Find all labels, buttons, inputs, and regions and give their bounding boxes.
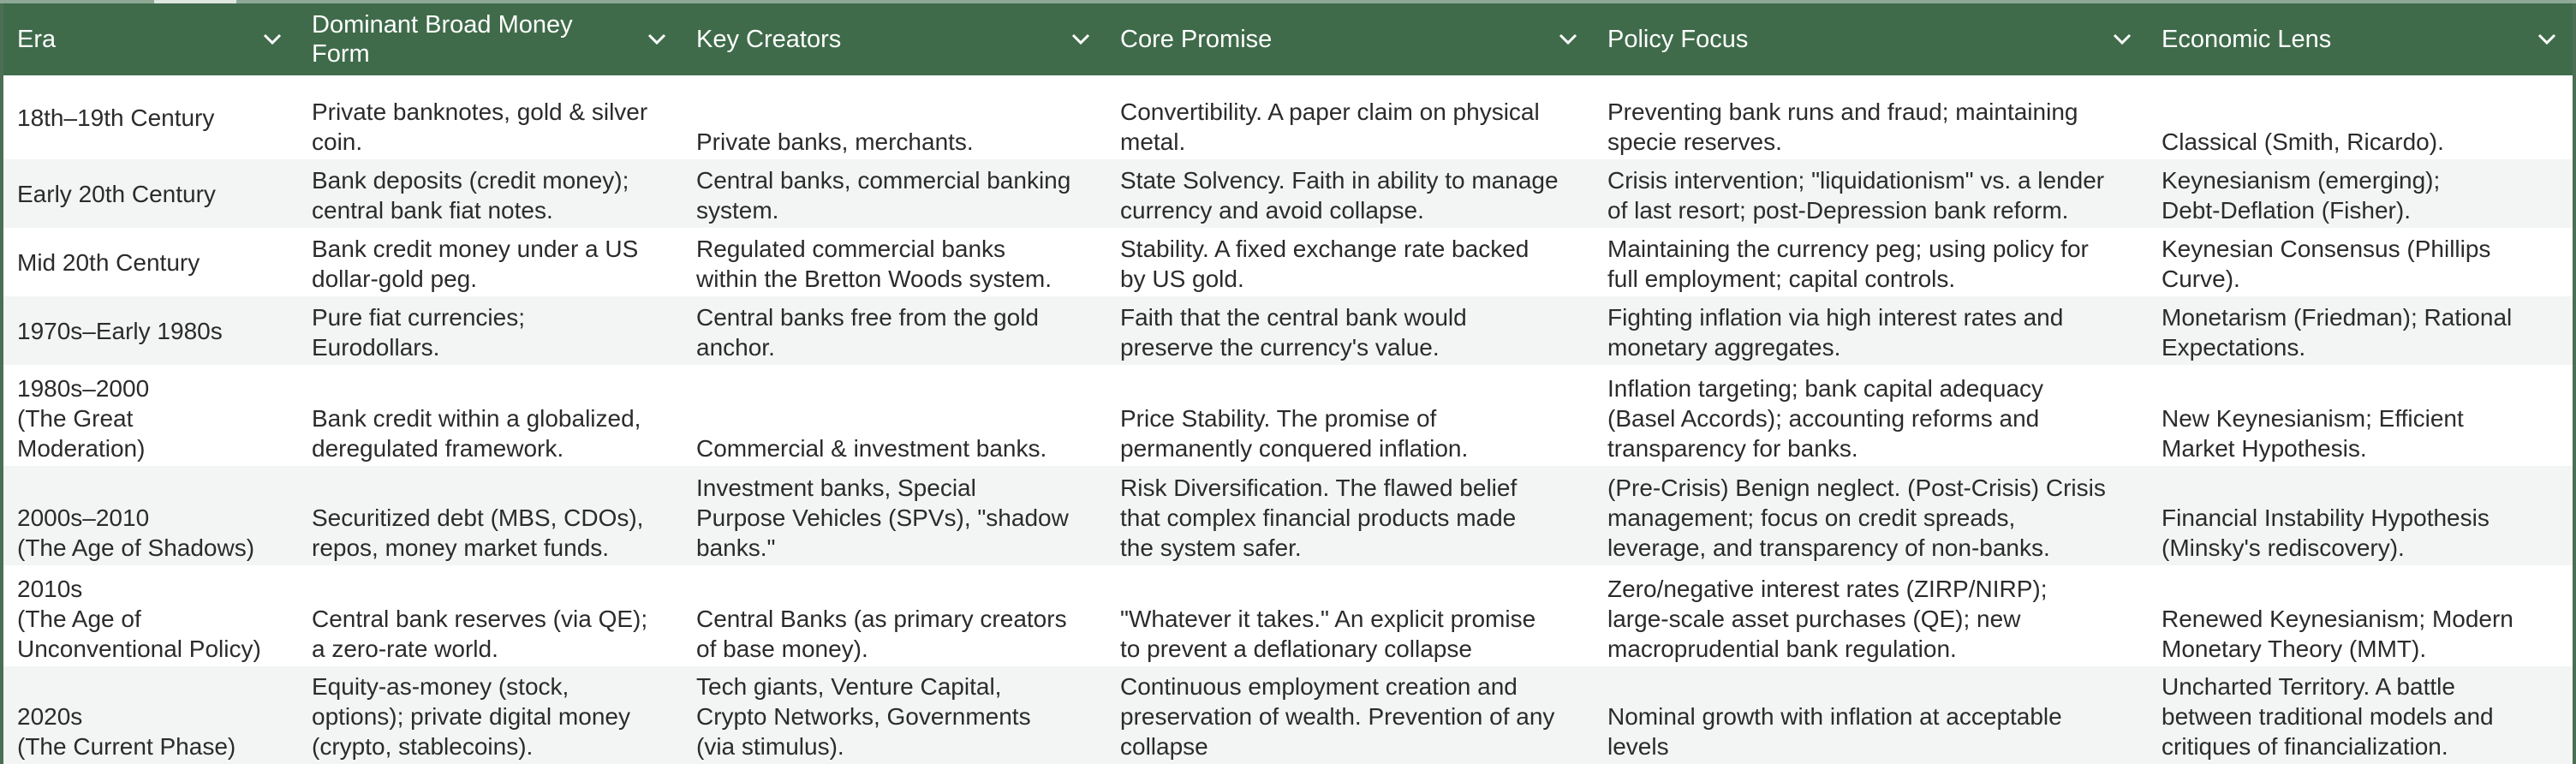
cell-text-line: collapse bbox=[1120, 733, 1208, 760]
cell-text-line: Private banks, merchants. bbox=[696, 128, 974, 155]
cell-text-line: 2020s bbox=[17, 703, 83, 730]
cell-text-line: 1970s–Early 1980s bbox=[17, 317, 223, 344]
cell-economic-lens bbox=[2148, 296, 2573, 365]
cell-money-form bbox=[298, 159, 683, 228]
chevron-down-icon[interactable] bbox=[645, 27, 669, 51]
cell-policy-focus bbox=[1594, 365, 2148, 466]
cell-text-line: Bank credit within a globalized, bbox=[312, 405, 641, 432]
cell-text-line: Purpose Vehicles (SPVs), "shadow bbox=[696, 504, 1069, 531]
cell-core-promise bbox=[1106, 666, 1594, 764]
cell-economic-lens bbox=[2148, 565, 2573, 666]
cell-core-promise bbox=[1106, 296, 1594, 365]
column-header-label: Core Promise bbox=[1120, 26, 1273, 53]
cell-money-form bbox=[298, 365, 683, 466]
cell-policy-focus bbox=[1594, 466, 2148, 565]
cell-policy-focus bbox=[1594, 159, 2148, 228]
cell-text-line: that complex financial products made bbox=[1120, 504, 1517, 531]
cell-text-line: Bank credit money under a US bbox=[312, 236, 639, 262]
cell-text-line: (Minsky's rediscovery). bbox=[2162, 534, 2405, 561]
chevron-down-icon[interactable] bbox=[2535, 27, 2559, 51]
column-header-economic-lens[interactable] bbox=[2148, 3, 2573, 75]
cell-era bbox=[3, 228, 298, 296]
cell-text-line: Inflation targeting; bank capital adequacy bbox=[1607, 375, 2044, 402]
cell-text-line: Financial Instability Hypothesis bbox=[2162, 504, 2490, 531]
cell-key-creators bbox=[683, 296, 1106, 365]
cell-text-line: leverage, and transparency of non-banks. bbox=[1607, 534, 2050, 561]
header-line: Form bbox=[312, 40, 370, 68]
cell-text-line: Continuous employment creation and bbox=[1120, 673, 1518, 700]
column-header-label bbox=[312, 10, 583, 69]
cell-era bbox=[3, 666, 298, 764]
cell-money-form bbox=[298, 666, 683, 764]
cell-era bbox=[3, 75, 298, 159]
table-row bbox=[3, 296, 2573, 365]
table-row bbox=[3, 228, 2573, 296]
cell-economic-lens bbox=[2148, 228, 2573, 296]
column-header-money-form[interactable] bbox=[298, 3, 683, 75]
cell-text-line: New Keynesianism; Efficient bbox=[2162, 405, 2464, 432]
cell-text-line: management; focus on credit spreads, bbox=[1607, 504, 2016, 531]
cell-money-form bbox=[298, 466, 683, 565]
cell-era bbox=[3, 565, 298, 666]
cell-text-line: Crypto Networks, Governments bbox=[696, 703, 1031, 730]
cell-text-line: (Basel Accords); accounting reforms and bbox=[1607, 405, 2040, 432]
cell-policy-focus bbox=[1594, 565, 2148, 666]
cell-economic-lens bbox=[2148, 666, 2573, 764]
cell-policy-focus bbox=[1594, 666, 2148, 764]
cell-text-line: Bank deposits (credit money); bbox=[312, 167, 629, 194]
cell-key-creators bbox=[683, 365, 1106, 466]
cell-text-line: (The Current Phase) bbox=[17, 733, 236, 760]
cell-text-line: (crypto, stablecoins). bbox=[312, 733, 534, 760]
cell-text-line: coin. bbox=[312, 128, 363, 155]
cell-text-line: Fighting inflation via high interest rates and bbox=[1607, 304, 2064, 331]
cell-text-line: of base money). bbox=[696, 636, 868, 662]
cell-economic-lens bbox=[2148, 159, 2573, 228]
cell-era bbox=[3, 159, 298, 228]
cell-text-line: 1980s–2000 bbox=[17, 375, 150, 402]
cell-text-line: (via stimulus). bbox=[696, 733, 844, 760]
table-row bbox=[3, 466, 2573, 565]
column-header-label: Economic Lens bbox=[2162, 26, 2332, 53]
cell-text-line: Keynesian Consensus (Phillips bbox=[2162, 236, 2491, 262]
cell-key-creators bbox=[683, 466, 1106, 565]
cell-policy-focus bbox=[1594, 228, 2148, 296]
cell-text-line: Monetarism (Friedman); Rational bbox=[2162, 304, 2513, 331]
cell-text-line: (The Age of Shadows) bbox=[17, 534, 255, 561]
cell-text-line: State Solvency. Faith in ability to manage bbox=[1120, 167, 1559, 194]
cell-text-line: Nominal growth with inflation at acceptable bbox=[1607, 703, 2062, 730]
cell-text-line: specie reserves. bbox=[1607, 128, 1782, 155]
cell-text-line: anchor. bbox=[696, 334, 775, 361]
table-row bbox=[3, 365, 2573, 466]
cell-text-line: Market Hypothesis. bbox=[2162, 435, 2367, 462]
cell-text-line: preserve the currency's value. bbox=[1120, 334, 1440, 361]
cell-text-line: Mid 20th Century bbox=[17, 248, 200, 276]
table-row bbox=[3, 565, 2573, 666]
cell-economic-lens bbox=[2148, 365, 2573, 466]
cell-text-line: monetary aggregates. bbox=[1607, 334, 1841, 361]
cell-era bbox=[3, 466, 298, 565]
cell-text-line: Investment banks, Special bbox=[696, 475, 976, 501]
cell-key-creators bbox=[683, 228, 1106, 296]
cell-text-line: "Whatever it takes." An explicit promise bbox=[1120, 606, 1536, 632]
cell-text-line: transparency for banks. bbox=[1607, 435, 1858, 462]
column-header-era[interactable] bbox=[3, 3, 298, 75]
table-row bbox=[3, 75, 2573, 159]
cell-text-line: Risk Diversification. The flawed belief bbox=[1120, 475, 1518, 501]
cell-text-line: Stability. A fixed exchange rate backed bbox=[1120, 236, 1530, 262]
cell-text-line: Equity-as-money (stock, bbox=[312, 673, 569, 700]
cell-core-promise bbox=[1106, 565, 1594, 666]
cell-text-line: the system safer. bbox=[1120, 534, 1302, 561]
cell-text-line: by US gold. bbox=[1120, 266, 1244, 292]
cell-text-line: to prevent a deflationary collapse bbox=[1120, 636, 1472, 662]
cell-economic-lens bbox=[2148, 466, 2573, 565]
column-header-label: Policy Focus bbox=[1607, 26, 1749, 53]
cell-text-line: Central banks free from the gold bbox=[696, 304, 1039, 331]
cell-text-line: Regulated commercial banks bbox=[696, 236, 1006, 262]
cell-text-line: preservation of wealth. Prevention of any bbox=[1120, 703, 1555, 730]
cell-text-line: metal. bbox=[1120, 128, 1186, 155]
column-header-key-creators[interactable] bbox=[683, 3, 1106, 75]
cell-text-line: 18th–19th Century bbox=[17, 104, 215, 131]
header-row bbox=[3, 3, 2573, 75]
cell-text-line: 2000s–2010 bbox=[17, 504, 150, 531]
cell-policy-focus bbox=[1594, 296, 2148, 365]
cell-text-line: system. bbox=[696, 197, 779, 224]
cell-economic-lens bbox=[2148, 75, 2573, 159]
cell-text-line: Central bank reserves (via QE); bbox=[312, 606, 648, 632]
cell-text-line: central bank fiat notes. bbox=[312, 197, 553, 224]
chevron-down-icon[interactable] bbox=[1556, 27, 1580, 51]
cell-text-line: (The Age of bbox=[17, 606, 141, 632]
cell-text-line: a zero-rate world. bbox=[312, 636, 498, 662]
cell-text-line: Monetary Theory (MMT). bbox=[2162, 636, 2427, 662]
cell-text-line: dollar-gold peg. bbox=[312, 266, 478, 292]
cell-text-line: 2010s bbox=[17, 576, 83, 602]
chevron-down-icon[interactable] bbox=[260, 27, 284, 51]
cell-money-form bbox=[298, 228, 683, 296]
cell-key-creators bbox=[683, 666, 1106, 764]
cell-text-line: Crisis intervention; "liquidationism" vs. a lender bbox=[1607, 167, 2105, 194]
cell-text-line: large-scale asset purchases (QE); new bbox=[1607, 606, 2021, 632]
cell-key-creators bbox=[683, 565, 1106, 666]
cell-text-line: Securitized debt (MBS, CDOs), bbox=[312, 504, 644, 531]
cell-text-line: Curve). bbox=[2162, 266, 2240, 292]
cell-text-line: (The Great bbox=[17, 405, 134, 432]
column-header-core-promise[interactable] bbox=[1106, 3, 1594, 75]
cell-text-line: banks." bbox=[696, 534, 776, 561]
cell-text-line: levels bbox=[1607, 733, 1669, 760]
cell-text-line: Private banknotes, gold & silver bbox=[312, 98, 648, 125]
cell-text-line: permanently conquered inflation. bbox=[1120, 435, 1469, 462]
table-row bbox=[3, 666, 2573, 764]
chevron-down-icon[interactable] bbox=[1069, 27, 1093, 51]
cell-text-line: (Pre-Crisis) Benign neglect. (Post-Crisis) Crisis bbox=[1607, 475, 2106, 501]
cell-text-line: macroprudential bank regulation. bbox=[1607, 636, 1957, 662]
cell-text-line: Moderation) bbox=[17, 435, 146, 462]
cell-text-line: Price Stability. The promise of bbox=[1120, 405, 1437, 432]
table-body bbox=[3, 75, 2573, 764]
cell-text-line: Tech giants, Venture Capital, bbox=[696, 673, 1002, 700]
cell-text-line: of last resort; post-Depression bank reform. bbox=[1607, 197, 2069, 224]
cell-text-line: Early 20th Century bbox=[17, 180, 216, 207]
cell-text-line: Preventing bank runs and fraud; maintaining bbox=[1607, 98, 2078, 125]
money-eras-table bbox=[3, 3, 2573, 764]
cell-text-line: Debt-Deflation (Fisher). bbox=[2162, 197, 2411, 224]
cell-text-line: Faith that the central bank would bbox=[1120, 304, 1467, 331]
cell-money-form bbox=[298, 75, 683, 159]
column-header-label: Key Creators bbox=[696, 26, 842, 53]
column-header-label: Era bbox=[17, 26, 57, 53]
cell-text-line: deregulated framework. bbox=[312, 435, 564, 462]
cell-money-form bbox=[298, 565, 683, 666]
column-header-policy-focus[interactable] bbox=[1594, 3, 2148, 75]
cell-era bbox=[3, 296, 298, 365]
cell-text-line: options); private digital money bbox=[312, 703, 630, 730]
cell-key-creators bbox=[683, 75, 1106, 159]
cell-text-line: Central Banks (as primary creators bbox=[696, 606, 1067, 632]
cell-text-line: Central banks, commercial banking bbox=[696, 167, 1071, 194]
cell-text-line: currency and avoid collapse. bbox=[1120, 197, 1424, 224]
cell-text-line: Pure fiat currencies; bbox=[312, 304, 525, 331]
cell-text-line: Uncharted Territory. A battle bbox=[2162, 673, 2455, 700]
cell-text-line: critiques of financialization. bbox=[2162, 733, 2448, 760]
cell-core-promise bbox=[1106, 159, 1594, 228]
header-line: Dominant Broad Money bbox=[312, 11, 573, 39]
cell-text-line: Zero/negative interest rates (ZIRP/NIRP); bbox=[1607, 576, 2048, 602]
cell-core-promise bbox=[1106, 228, 1594, 296]
table-row bbox=[3, 159, 2573, 228]
cell-text-line: Eurodollars. bbox=[312, 334, 440, 361]
cell-money-form bbox=[298, 296, 683, 365]
cell-core-promise bbox=[1106, 75, 1594, 159]
cell-key-creators bbox=[683, 159, 1106, 228]
cell-core-promise bbox=[1106, 365, 1594, 466]
cell-text-line: Keynesianism (emerging); bbox=[2162, 167, 2441, 194]
cell-text-line: Unconventional Policy) bbox=[17, 636, 261, 662]
cell-text-line: Classical (Smith, Ricardo). bbox=[2162, 128, 2444, 155]
cell-text-line: full employment; capital controls. bbox=[1607, 266, 1956, 292]
cell-policy-focus bbox=[1594, 75, 2148, 159]
cell-text-line: Convertibility. A paper claim on physical bbox=[1120, 98, 1540, 125]
cell-text-line: Renewed Keynesianism; Modern bbox=[2162, 606, 2513, 632]
cell-text-line: between traditional models and bbox=[2162, 703, 2494, 730]
chevron-down-icon[interactable] bbox=[2110, 27, 2134, 51]
cell-core-promise bbox=[1106, 466, 1594, 565]
cell-era bbox=[3, 365, 298, 466]
cell-text-line: Commercial & investment banks. bbox=[696, 435, 1047, 462]
cell-text-line: Expectations. bbox=[2162, 334, 2306, 361]
cell-text-line: Maintaining the currency peg; using policy for bbox=[1607, 236, 2089, 262]
cell-text-line: repos, money market funds. bbox=[312, 534, 610, 561]
cell-text-line: within the Bretton Woods system. bbox=[696, 266, 1052, 292]
